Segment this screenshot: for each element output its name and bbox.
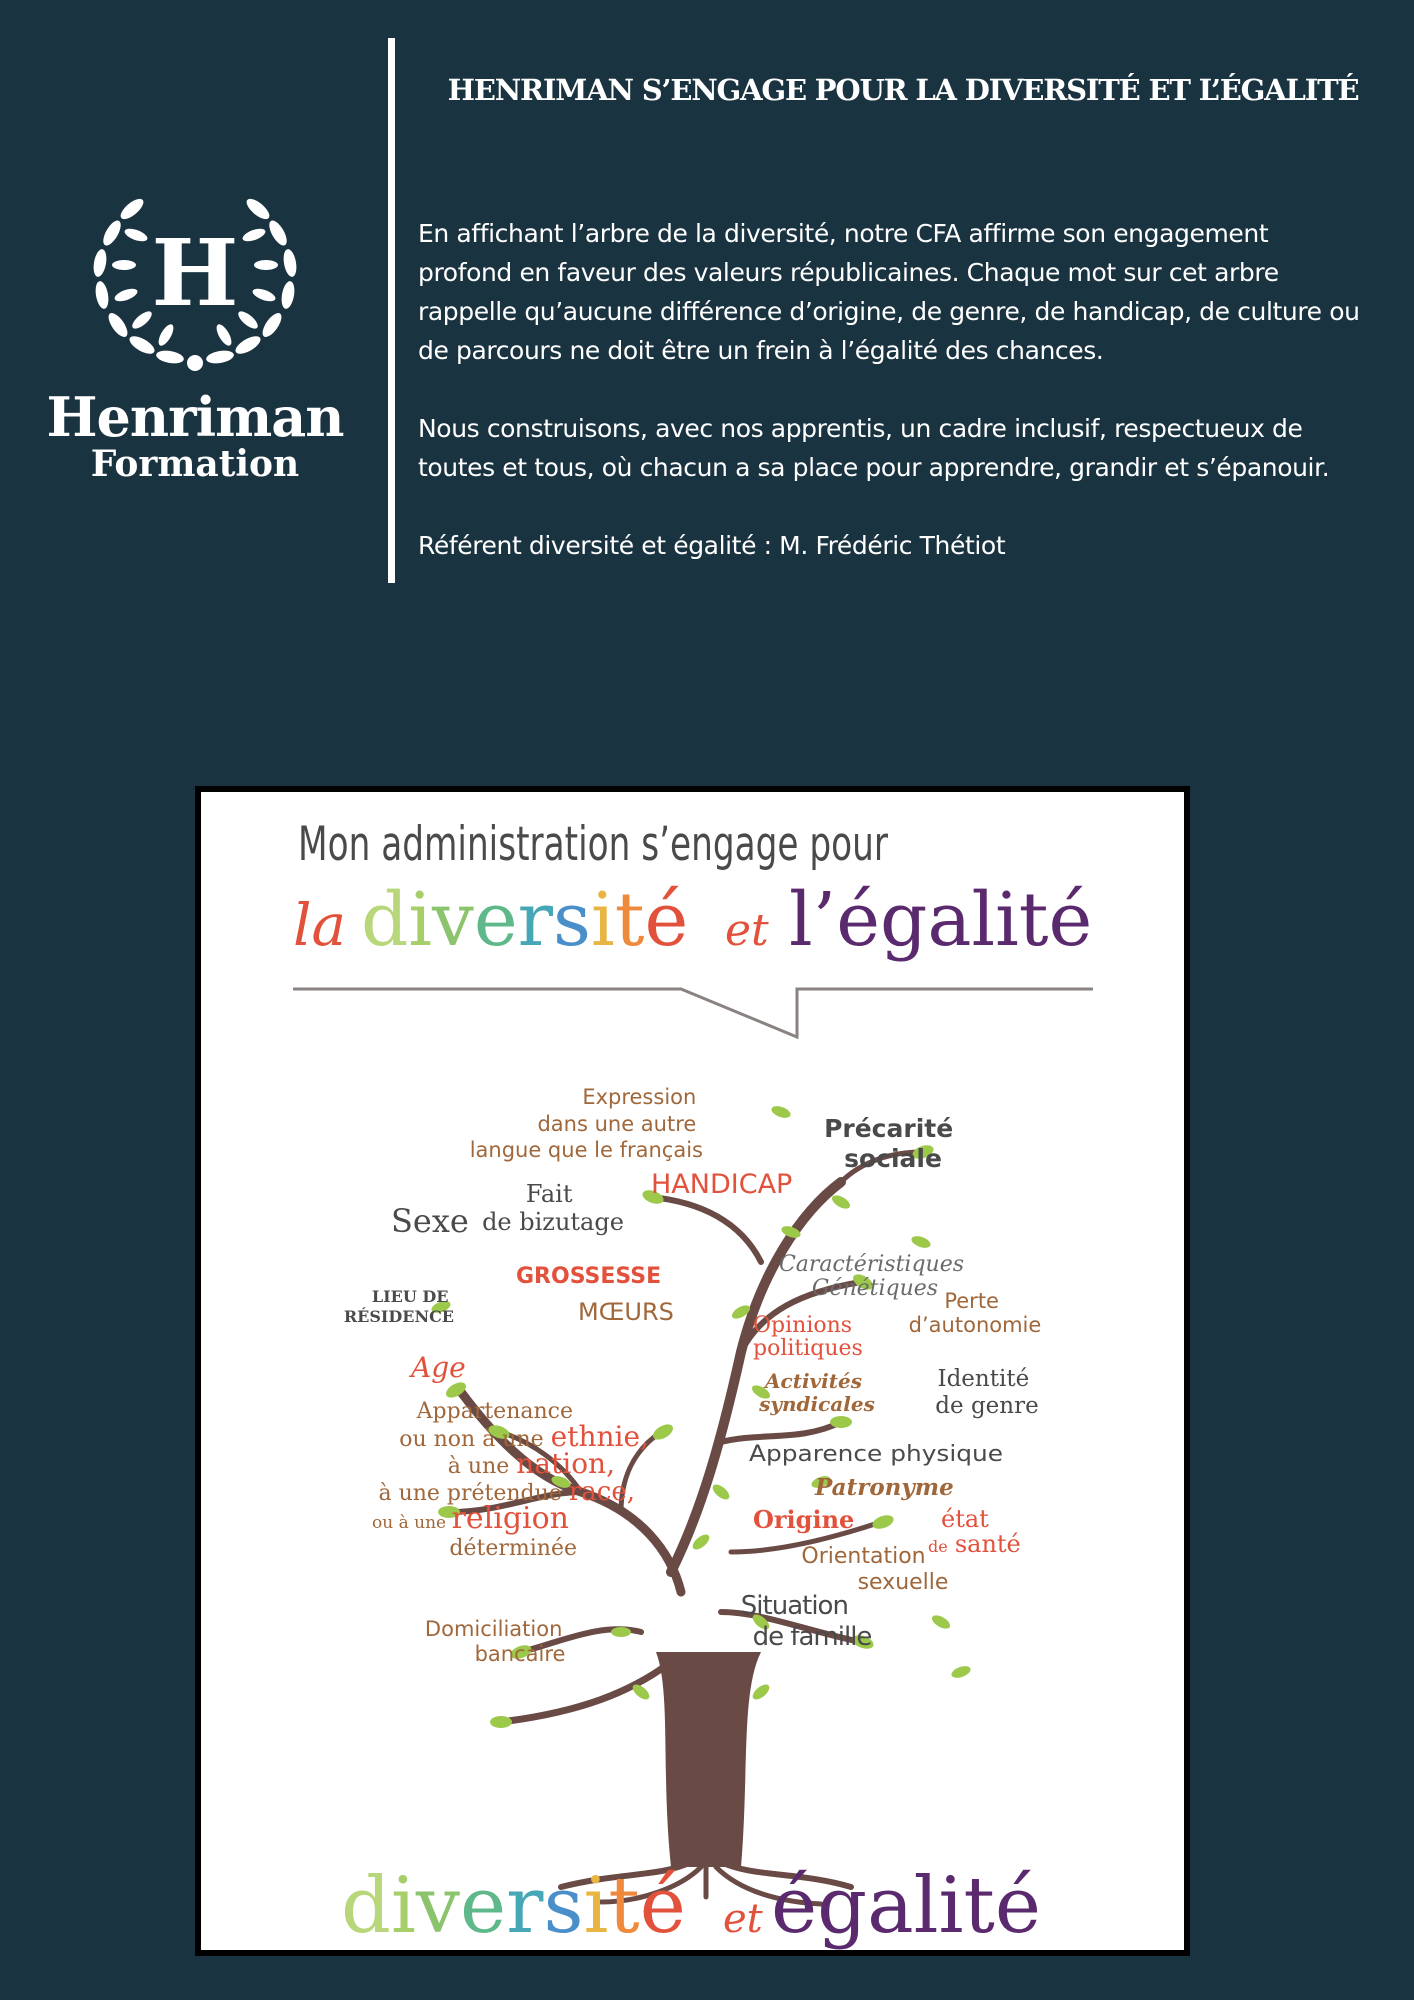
word-opinions: Opinions politiques xyxy=(753,1313,863,1361)
svg-text:à une prétendue race,: à une prétendue race, xyxy=(378,1477,635,1507)
footer-letter: e xyxy=(459,1861,507,1950)
svg-text:ou non à une ethnie,: ou non à une ethnie, xyxy=(399,1420,649,1453)
word-lieu: LIEU DE RÉSIDENCE xyxy=(343,1287,454,1326)
logo-name: Henriman xyxy=(46,385,344,449)
word-handicap: HANDICAP xyxy=(651,1169,793,1200)
word-apparence: Apparence physique xyxy=(749,1442,1003,1467)
word-etat: état de santé xyxy=(928,1505,1021,1558)
footer-letter: v xyxy=(415,1861,460,1950)
diversity-poster xyxy=(195,786,1190,1956)
poster-title-line2 xyxy=(293,877,1092,963)
word-perte: Perte d’autonomie xyxy=(908,1289,1042,1337)
svg-text:diversité xyxy=(341,1861,686,1950)
word-identite: Identité de genre xyxy=(935,1366,1039,1419)
svg-text:ou à une religion: ou à une religion xyxy=(372,1501,569,1536)
footer-et: et xyxy=(723,1896,763,1942)
footer-egalite: égalité xyxy=(771,1861,1041,1950)
word-domiciliation: Domiciliation bancaire xyxy=(424,1617,566,1666)
paragraph-engagement: En affichant l’arbre de la diversité, notre CFA affirme son engagement profond en faveur des valeurs républicaines. Chaque mot sur cet arbre rappelle qu’aucune différence d’origine, de genre, de handicap, de culture ou de parcours ne doit être un frein à l’égalité des chances. xyxy=(418,219,1360,365)
tree-words xyxy=(344,1085,1041,1666)
word-moeurs: MŒURS xyxy=(578,1298,674,1326)
title-letter: i xyxy=(591,877,615,963)
footer-letter: d xyxy=(341,1861,391,1950)
footer-letter: i xyxy=(390,1861,416,1950)
title-egalite: l’égalité xyxy=(789,877,1093,963)
intro-text xyxy=(418,214,1368,604)
title-letter: é xyxy=(644,877,689,963)
word-caracteristiques: Caractéristiques Génétiques xyxy=(778,1252,965,1301)
svg-text:à une nation,: à une nation, xyxy=(447,1447,615,1480)
word-activites: Activités syndicales xyxy=(759,1369,875,1416)
word-sexe: Sexe xyxy=(391,1202,469,1240)
title-letter: d xyxy=(361,877,409,963)
word-grossesse: GROSSESSE xyxy=(516,1264,662,1289)
laurel-wreath-icon xyxy=(80,185,310,375)
title-letter: v xyxy=(432,877,474,963)
footer-letter: s xyxy=(543,1861,584,1950)
title-letter: t xyxy=(614,877,645,963)
word-expression: Expression dans une autre langue que le français xyxy=(469,1085,703,1162)
svg-text:déterminée: déterminée xyxy=(449,1536,577,1561)
word-age: Age xyxy=(411,1351,466,1384)
word-patronyme: Patronyme xyxy=(815,1474,954,1501)
logo-subtitle: Formation xyxy=(90,443,300,485)
vertical-divider xyxy=(388,38,395,583)
footer-letter: t xyxy=(608,1861,640,1950)
logo xyxy=(40,185,350,483)
poster-title-line1: Mon administration s’engage pour xyxy=(298,817,889,872)
title-la: la xyxy=(293,891,347,959)
title-et: et xyxy=(725,905,769,956)
page-title: HENRIMAN S’ENGAGE POUR LA DIVERSITÉ ET L’ÉGALITÉ xyxy=(447,73,1359,107)
tree-trunk xyxy=(656,1652,761,1867)
word-orientation: Orientation sexuelle xyxy=(801,1544,949,1595)
word-appartenance xyxy=(372,1399,649,1561)
word-origine: Origine xyxy=(753,1505,855,1534)
poster-illustration xyxy=(201,792,1184,1950)
word-fait: Fait de bizutage xyxy=(482,1180,624,1236)
speech-bubble-line xyxy=(293,989,1093,1037)
logo-monogram: H xyxy=(151,219,239,327)
title-letter: s xyxy=(553,877,592,963)
paragraph-referent: Référent diversité et égalité : M. Frédéric Thétiot xyxy=(418,531,1006,560)
footer-letter: i xyxy=(583,1861,609,1950)
svg-text:Appartenance: Appartenance xyxy=(416,1399,573,1424)
footer-letter: é xyxy=(639,1861,686,1950)
word-precarite: Précarité sociale xyxy=(824,1114,954,1173)
svg-text:diversité xyxy=(361,877,688,963)
title-letter: e xyxy=(473,877,518,963)
title-letter: r xyxy=(517,877,554,963)
footer-letter: r xyxy=(506,1861,544,1950)
title-letter: i xyxy=(408,877,433,963)
word-situation: Situation de famille xyxy=(740,1591,872,1652)
paragraph-inclusion: Nous construisons, avec nos apprentis, un cadre inclusif, respectueux de toutes et tous, où chacun a sa place pour apprendre, grandir et s’épanouir. xyxy=(418,414,1330,482)
